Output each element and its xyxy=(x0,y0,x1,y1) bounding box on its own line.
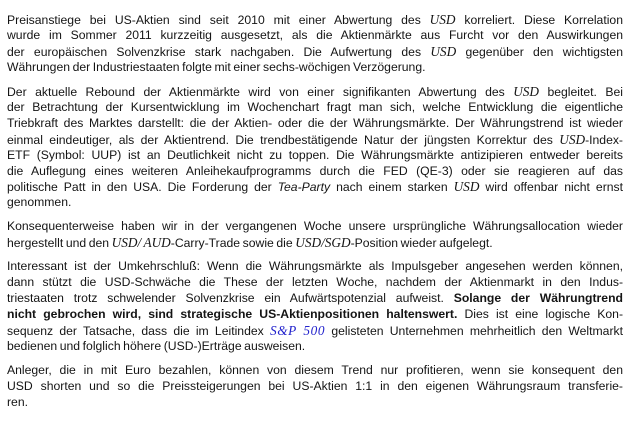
text-segment: gegenüber den wichtigsten xyxy=(456,44,623,59)
text-line xyxy=(7,132,623,148)
text-segment: -Index- xyxy=(585,132,623,147)
text-segment: Triebkraft des Marktes darstellt: die der Aktien- oder die der Währungsmärkte. Der Währungstrend ist wieder xyxy=(7,115,623,130)
text-line xyxy=(7,339,623,355)
text-segment: begleitet. Bei xyxy=(539,84,623,99)
text-segment: korreliert. Diese Korrelation xyxy=(455,13,623,27)
text-segment: Preisanstiege bei US-Aktien sind seit 2010 mit einer Abwertung des xyxy=(7,13,430,27)
text-segment: gelisteten Unternehmen mehrheitlich den Weltmarkt xyxy=(325,323,623,338)
text-line xyxy=(7,323,623,339)
text-segment: der europäischen Solvenzkrise stark nachgaben. Die Aufwertung des xyxy=(7,44,431,59)
text-line xyxy=(7,60,623,76)
text-segment: Konsequenterweise haben wir in der vergangenen Woche unsere ursprüngliche Währungsallocation wieder xyxy=(7,219,623,234)
text-line xyxy=(7,395,623,411)
text-segment: triestaaten trotz schwelender Solvenzkrise ein Aufwärtspotenzial aufweist. xyxy=(7,291,454,306)
text-line xyxy=(7,275,623,291)
text-line xyxy=(7,195,623,211)
paragraph-4 xyxy=(7,259,623,355)
article-text xyxy=(7,12,623,411)
text-segment: politische Patt in den USA. Die Forderung der xyxy=(7,180,278,195)
paragraph-2 xyxy=(7,84,623,212)
text-line xyxy=(7,84,623,100)
text-line xyxy=(7,363,623,379)
text-segment: die Auflegung eines weiteren Anleihekaufprogramms durch die FED (QE-3) oder sie reagieren auf das xyxy=(7,163,623,178)
text-segment: sequenz der Tatsache, dass die im Leitindex xyxy=(7,323,270,338)
text-line xyxy=(7,291,623,307)
paragraph-5 xyxy=(7,363,623,411)
text-segment: -Carry-Trade sowie die xyxy=(170,236,296,251)
currency-code: USD/SGD xyxy=(295,235,351,251)
text-segment: wurde im Sommer 2011 kurzzeitig ausgesetzt, als die Aktienmärkte aus Furcht vor den Auswirkungen xyxy=(7,28,623,42)
text-segment: einmal eindeutiger, als der Aktientrend. Die trendbestätigende Natur der jüngsten Korrektur des xyxy=(7,132,560,147)
text-line xyxy=(7,219,623,235)
text-line xyxy=(7,28,623,44)
text-line xyxy=(7,164,623,180)
text-segment: Der aktuelle Rebound der Aktienmärkte wird von einer signifikanten Abwertung des xyxy=(7,84,514,99)
text-segment: Interessant ist der Umkehrschluß: Wenn die Währungsmärkte als Impulsgeber angesehen werden können, xyxy=(7,259,623,274)
currency-code: USD xyxy=(429,12,456,27)
text-line xyxy=(7,235,623,251)
text-segment: bedienen und folglich höhere (USD-)Erträge ausweisen. xyxy=(7,338,306,353)
text-segment: ETF (Symbol: UUP) ist an Deutlichkeit nicht zu toppen. Die Währungsmärkte antizipieren entweder bereits xyxy=(7,147,623,162)
text-line xyxy=(7,148,623,164)
text-segment: genommen. xyxy=(7,195,72,210)
text-line xyxy=(7,259,623,275)
text-segment: ren. xyxy=(7,394,29,409)
text-line xyxy=(7,307,623,323)
emphasized-text: Tea-Party xyxy=(277,180,331,195)
text-line xyxy=(7,44,623,60)
currency-code: USD/ AUD xyxy=(111,235,171,251)
text-line xyxy=(7,116,623,132)
text-segment: der Betrachtung der Kursentwicklung im Wochenchart fragt man sich, welche Entwicklung die eigentliche xyxy=(7,99,623,114)
bold-text: nicht gebrochen wird, sind strategische US-Aktienpositionen haltenswert. xyxy=(7,306,458,321)
bold-text: Solange der Währungtrend xyxy=(453,291,623,306)
sp500-link[interactable]: S&P 500 xyxy=(269,322,326,338)
text-line xyxy=(7,100,623,116)
text-segment: hergestellt und den xyxy=(7,236,112,251)
paragraph-1 xyxy=(7,12,623,76)
currency-code: USD xyxy=(430,43,457,59)
text-line xyxy=(7,12,623,28)
text-line xyxy=(7,379,623,395)
text-segment: USD shorten und so die Preissteigerungen bei US-Aktien 1:1 in den eigenen Währungsraum transferie- xyxy=(7,378,623,393)
text-segment: nach einem starken xyxy=(330,180,454,195)
text-segment: -Position wieder aufgelegt. xyxy=(350,236,493,251)
text-line xyxy=(7,179,623,195)
text-segment: dann stützt die USD-Schwäche die These der letzten Woche, nachdem der Aktienmarkt in den Indus- xyxy=(7,275,623,290)
currency-code: USD xyxy=(513,83,540,99)
text-segment: Anleger, die in mit Euro bezahlen, können von diesem Trend nur profitieren, wenn sie konsequent den xyxy=(7,362,623,377)
text-segment: wird offenbar nicht ernst xyxy=(479,180,623,195)
text-segment: Währungen der Industriestaaten folgte mit einer sechs-wöchigen Verzögerung. xyxy=(7,59,426,74)
currency-code: USD xyxy=(559,131,586,147)
paragraph-3 xyxy=(7,219,623,251)
currency-code: USD xyxy=(453,179,480,195)
text-segment: Dies ist eine logische Kon- xyxy=(457,306,623,321)
